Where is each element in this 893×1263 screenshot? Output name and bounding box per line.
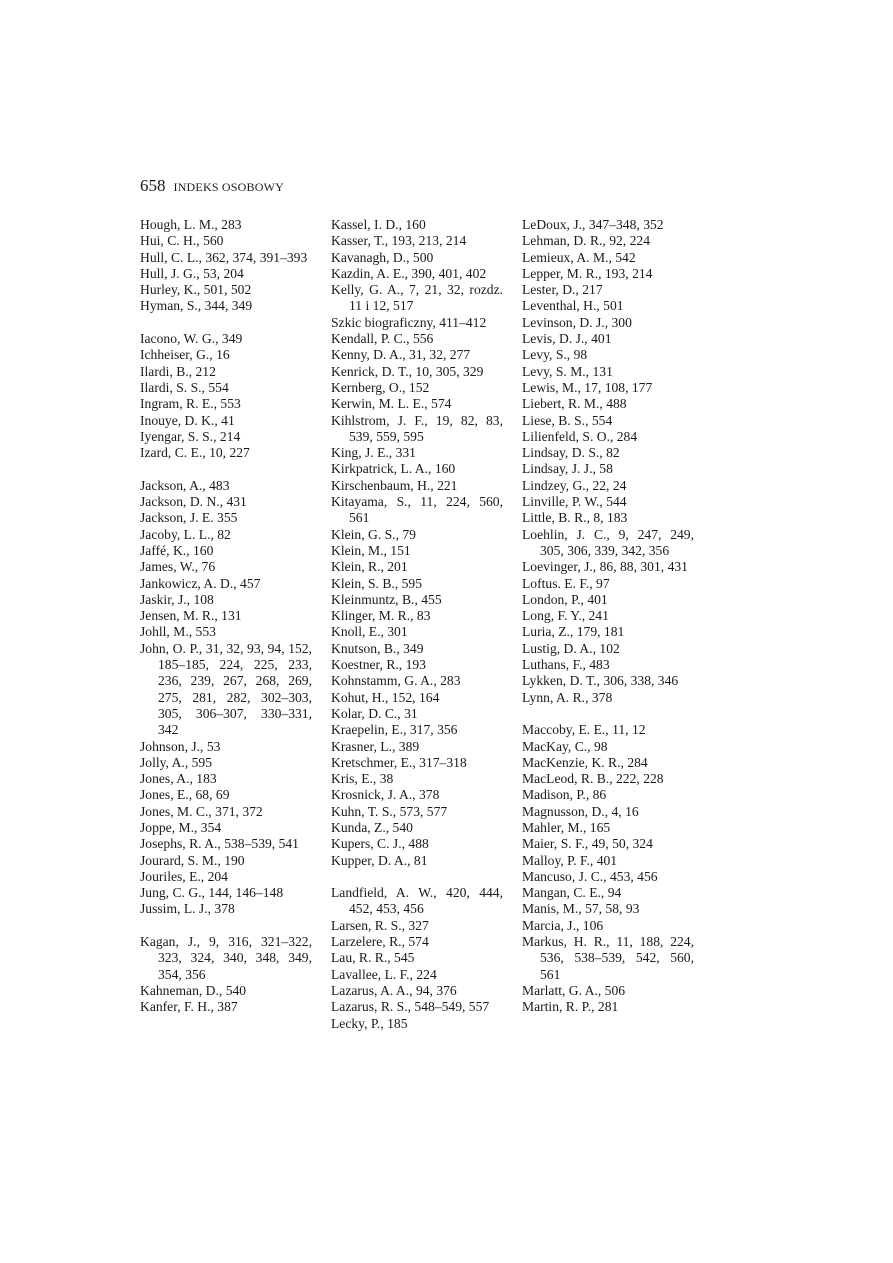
index-entry: Lehman, D. R., 92, 224 <box>522 233 650 249</box>
index-entry: Hui, C. H., 560 <box>140 233 224 249</box>
index-column-2 <box>331 217 503 1032</box>
index-entry: Kupers, C. J., 488 <box>331 836 429 852</box>
index-entry: Liebert, R. M., 488 <box>522 396 627 412</box>
index-entry: Levy, S. M., 131 <box>522 363 613 379</box>
index-entry: Lepper, M. R., 193, 214 <box>522 265 653 281</box>
index-entry: Loehlin, J. C., 9, 247, 249, 305, 306, 339, 342, 356 <box>522 526 694 558</box>
index-entry: Levis, D. J., 401 <box>522 331 612 347</box>
index-entry: Kraepelin, E., 317, 356 <box>331 722 458 738</box>
index-entry: Lustig, D. A., 102 <box>522 640 620 656</box>
index-entry: Kenrick, D. T., 10, 305, 329 <box>331 363 484 379</box>
index-entry: Klein, R., 201 <box>331 559 408 575</box>
index-entry: Jackson, A., 483 <box>140 477 230 493</box>
running-title: INDEKS OSOBOWY <box>173 180 284 194</box>
index-entry: Jung, C. G., 144, 146–148 <box>140 885 284 901</box>
index-entry: Joppe, M., 354 <box>140 819 222 835</box>
index-entry: Koestner, R., 193 <box>331 657 426 673</box>
index-entry: Jackson, D. N., 431 <box>140 494 247 510</box>
index-entry: Jones, M. C., 371, 372 <box>140 803 263 819</box>
index-entry: Kupper, D. A., 81 <box>331 852 428 868</box>
index-entry: Kernberg, O., 152 <box>331 379 430 395</box>
letter-group-gap <box>140 315 312 331</box>
index-entry: Lindzey, G., 22, 24 <box>522 477 627 493</box>
index-entry: Kitayama, S., 11, 224, 560, 561 <box>331 494 503 526</box>
index-entry: Kirkpatrick, L. A., 160 <box>331 461 456 477</box>
index-entry: Kerwin, M. L. E., 574 <box>331 396 452 412</box>
index-entry: Kanfer, F. H., 387 <box>140 999 238 1015</box>
index-entry: Lau, R. R., 545 <box>331 950 415 966</box>
index-entry: Mancuso, J. C., 453, 456 <box>522 868 658 884</box>
index-entry: Jones, E., 68, 69 <box>140 787 230 803</box>
index-entry: Klein, G. S., 79 <box>331 526 416 542</box>
index-entry: Kohut, H., 152, 164 <box>331 689 440 705</box>
index-entry: Levy, S., 98 <box>522 347 588 363</box>
index-entry: Knoll, E., 301 <box>331 624 408 640</box>
index-entry: Maccoby, E. E., 11, 12 <box>522 722 646 738</box>
index-entry: Mangan, C. E., 94 <box>522 885 622 901</box>
index-entry: Inouye, D. K., 41 <box>140 412 235 428</box>
index-entry: Mahler, M., 165 <box>522 819 611 835</box>
index-entry: Jussim, L. J., 378 <box>140 901 235 917</box>
index-entry: Markus, H. R., 11, 188, 224, 536, 538–539, 542, 560, 561 <box>522 934 694 982</box>
index-entry: Jensen, M. R., 131 <box>140 608 242 624</box>
index-entry: Kendall, P. C., 556 <box>331 331 434 347</box>
index-entry: Luria, Z., 179, 181 <box>522 624 625 640</box>
index-entry: Magnusson, D., 4, 16 <box>522 803 639 819</box>
index-entry: Loevinger, J., 86, 88, 301, 431 <box>522 559 688 575</box>
index-entry: Kuhn, T. S., 573, 577 <box>331 803 448 819</box>
index-entry: Jones, A., 183 <box>140 771 217 787</box>
index-entry: Klein, S. B., 595 <box>331 575 423 591</box>
index-entry: Larzelere, R., 574 <box>331 934 429 950</box>
index-entry: Larsen, R. S., 327 <box>331 917 429 933</box>
index-entry: Kretschmer, E., 317–318 <box>331 754 467 770</box>
index-entry: Lynn, A. R., 378 <box>522 689 613 705</box>
index-entry: Izard, C. E., 10, 227 <box>140 445 250 461</box>
index-entry: Loftus. E. F., 97 <box>522 575 610 591</box>
index-entry: LeDoux, J., 347–348, 352 <box>522 217 664 232</box>
index-entry: Hull, J. G., 53, 204 <box>140 265 244 281</box>
index-entry: MacLeod, R. B., 222, 228 <box>522 771 664 787</box>
index-entry: Ichheiser, G., 16 <box>140 347 230 363</box>
index-entry: Krasner, L., 389 <box>331 738 420 754</box>
index-entry: Lemieux, A. M., 542 <box>522 249 636 265</box>
index-entry: Liese, B. S., 554 <box>522 412 613 428</box>
letter-group-gap <box>522 706 694 722</box>
index-entry: Luthans, F., 483 <box>522 657 610 673</box>
index-entry: Krosnick, J. A., 378 <box>331 787 440 803</box>
index-entry: Kagan, J., 9, 316, 321–322, 323, 324, 340, 348, 349, 354, 356 <box>140 934 312 982</box>
index-entry: Kohnstamm, G. A., 283 <box>331 673 461 689</box>
index-entry: Long, F. Y., 241 <box>522 608 609 624</box>
index-entry: Martin, R. P., 281 <box>522 999 619 1015</box>
index-column-1 <box>140 217 312 1016</box>
index-entry: Little, B. R., 8, 183 <box>522 510 628 526</box>
index-entry: Kahneman, D., 540 <box>140 982 247 998</box>
index-entry: Maier, S. F., 49, 50, 324 <box>522 836 653 852</box>
index-entry: Iacono, W. G., 349 <box>140 331 243 347</box>
index-entry: Kleinmuntz, B., 455 <box>331 591 442 607</box>
index-entry: Jolly, A., 595 <box>140 754 213 770</box>
index-entry: Kihlstrom, J. F., 19, 82, 83, 539, 559, 595 <box>331 412 503 444</box>
index-entry: Linville, P. W., 544 <box>522 494 627 510</box>
index-entry: Ilardi, S. S., 554 <box>140 379 229 395</box>
index-entry: Kasser, T., 193, 213, 214 <box>331 233 467 249</box>
index-entry: Szkic biograficzny, 411–412 <box>331 314 487 330</box>
index-entry: Jankowicz, A. D., 457 <box>140 575 261 591</box>
index-entry: Hough, L. M., 283 <box>140 217 242 232</box>
index-entry: Kris, E., 38 <box>331 771 394 787</box>
index-entry: James, W., 76 <box>140 559 216 575</box>
index-entry: Malloy, P. F., 401 <box>522 852 618 868</box>
index-entry: Jaffé, K., 160 <box>140 542 214 558</box>
index-entry: Madison, P., 86 <box>522 787 607 803</box>
index-entry: Jacoby, L. L., 82 <box>140 526 231 542</box>
index-entry: Lewis, M., 17, 108, 177 <box>522 379 653 395</box>
index-entry: Lindsay, J. J., 58 <box>522 461 613 477</box>
index-entry: Jouriles, E., 204 <box>140 868 228 884</box>
index-entry: Leventhal, H., 501 <box>522 298 624 314</box>
index-entry: Marcia, J., 106 <box>522 917 604 933</box>
index-entry: Lindsay, D. S., 82 <box>522 445 620 461</box>
index-entry: Kazdin, A. E., 390, 401, 402 <box>331 265 487 281</box>
index-column-3 <box>522 217 694 1016</box>
index-entry: Jaskir, J., 108 <box>140 591 214 607</box>
index-entry: Johnson, J., 53 <box>140 738 221 754</box>
index-entry: Hyman, S., 344, 349 <box>140 298 253 314</box>
index-entry: Kenny, D. A., 31, 32, 277 <box>331 347 471 363</box>
index-entry: Kavanagh, D., 500 <box>331 249 434 265</box>
index-entry: MacKay, C., 98 <box>522 738 608 754</box>
index-entry: King, J. E., 331 <box>331 445 416 461</box>
index-entry: Klein, M., 151 <box>331 542 411 558</box>
index-entry: Kirschenbaum, H., 221 <box>331 477 458 493</box>
index-entry: Lavallee, L. F., 224 <box>331 966 437 982</box>
index-entry: Lecky, P., 185 <box>331 1015 408 1031</box>
index-entry: Iyengar, S. S., 214 <box>140 428 241 444</box>
index-entry: MacKenzie, K. R., 284 <box>522 754 648 770</box>
letter-group-gap <box>331 869 503 885</box>
index-entry: John, O. P., 31, 32, 93, 94, 152, 185–185, 224, 225, 233, 236, 239, 267, 268, 269, 275, 281, 282, 302–303, 305, 306–307, 330–331, 342 <box>140 640 312 738</box>
page-number: 658 <box>140 176 166 195</box>
page-header <box>140 176 284 196</box>
index-entry: Lester, D., 217 <box>522 282 603 298</box>
index-entry: Jackson, J. E. 355 <box>140 510 238 526</box>
index-entry: Lazarus, A. A., 94, 376 <box>331 982 457 998</box>
index-entry: Knutson, B., 349 <box>331 640 424 656</box>
index-entry: Manis, M., 57, 58, 93 <box>522 901 640 917</box>
letter-group-gap <box>140 918 312 934</box>
index-entry: Lilienfeld, S. O., 284 <box>522 428 638 444</box>
index-entry: Lazarus, R. S., 548–549, 557 <box>331 999 490 1015</box>
index-entry: Ingram, R. E., 553 <box>140 396 241 412</box>
index-entry: Lykken, D. T., 306, 338, 346 <box>522 673 679 689</box>
index-entry: Kolar, D. C., 31 <box>331 705 418 721</box>
letter-group-gap <box>140 461 312 477</box>
index-entry: Hull, C. L., 362, 374, 391–393 <box>140 249 308 265</box>
index-entry: Marlatt, G. A., 506 <box>522 982 626 998</box>
index-entry: Klinger, M. R., 83 <box>331 608 431 624</box>
index-entry: London, P., 401 <box>522 591 608 607</box>
index-entry: Hurley, K., 501, 502 <box>140 282 252 298</box>
index-entry: Kunda, Z., 540 <box>331 819 413 835</box>
index-entry: Kelly, G. A., 7, 21, 32, rozdz. 11 i 12, 517 <box>331 282 503 314</box>
index-entry: Ilardi, B., 212 <box>140 363 216 379</box>
index-entry: Johll, M., 553 <box>140 624 216 640</box>
index-entry: Landfield, A. W., 420, 444, 452, 453, 456 <box>331 885 503 917</box>
index-entry: Levinson, D. J., 300 <box>522 314 632 330</box>
index-entry: Kassel, I. D., 160 <box>331 217 426 232</box>
index-entry: Josephs, R. A., 538–539, 541 <box>140 836 299 852</box>
index-entry: Jourard, S. M., 190 <box>140 852 245 868</box>
